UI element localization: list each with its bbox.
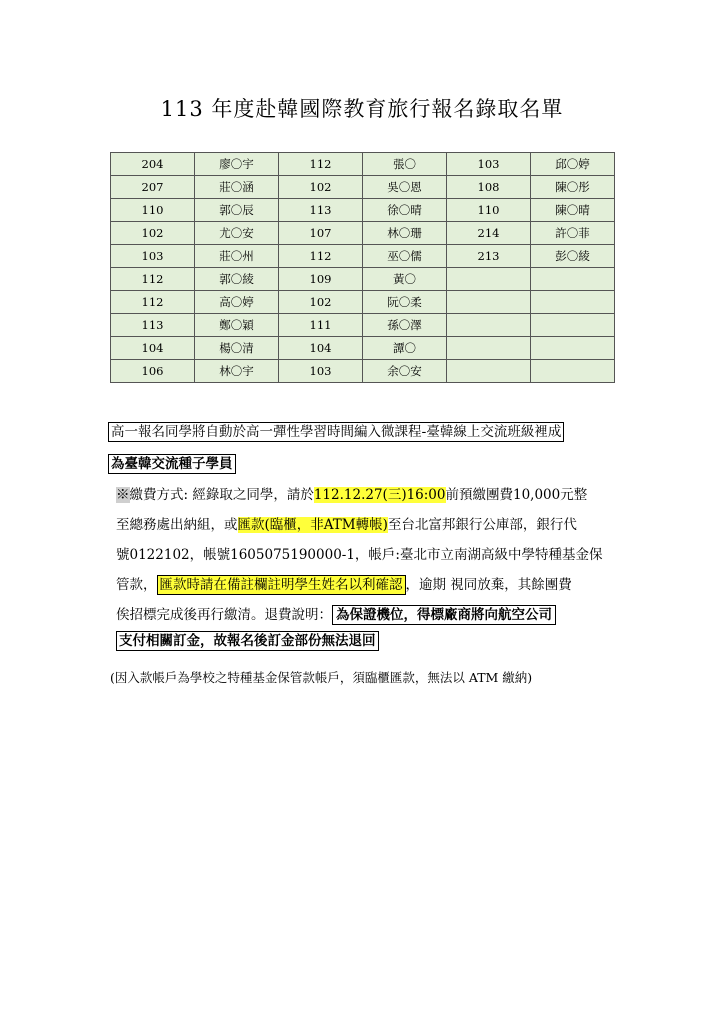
admission-table bbox=[110, 152, 615, 383]
deadline-warning-text: ，逾期 視同放棄，其餘團費 bbox=[405, 577, 572, 593]
student-name-cell: 阮〇柔 bbox=[363, 291, 447, 314]
table-row bbox=[111, 314, 615, 337]
class-number-cell: 112 bbox=[111, 268, 195, 291]
student-name-cell bbox=[531, 268, 615, 291]
refund-continuation bbox=[116, 633, 379, 649]
notice-line-1-text: 高一報名同學將自動於高一彈性學習時間編入微課程-臺韓線上交流班級裡成 bbox=[108, 422, 564, 442]
payment-line-4 bbox=[116, 570, 616, 600]
student-name-cell: 高〇婷 bbox=[195, 291, 279, 314]
account-tail-text: 管款， bbox=[116, 577, 157, 593]
student-name-cell: 徐〇晴 bbox=[363, 199, 447, 222]
student-name-cell: 許〇菲 bbox=[531, 222, 615, 245]
class-number-cell bbox=[447, 337, 531, 360]
student-name-cell: 孫〇澤 bbox=[363, 314, 447, 337]
student-name-cell: 鄭〇穎 bbox=[195, 314, 279, 337]
student-name-cell: 楊〇清 bbox=[195, 337, 279, 360]
class-number-cell: 112 bbox=[279, 245, 363, 268]
reference-mark: ※ bbox=[116, 487, 130, 503]
payment-amount-text: 前預繳團費10,000元整 bbox=[445, 487, 588, 503]
class-number-cell: 111 bbox=[279, 314, 363, 337]
payment-office-text: 至總務處出納組，或 bbox=[116, 517, 238, 533]
student-name-cell: 黃〇 bbox=[363, 268, 447, 291]
refund-continuation-text: 支付相關訂金，故報名後訂金部份無法退回 bbox=[116, 631, 379, 651]
class-number-cell: 110 bbox=[111, 199, 195, 222]
class-number-cell: 109 bbox=[279, 268, 363, 291]
bank-text: 至台北富邦銀行公庫部，銀行代 bbox=[387, 517, 577, 533]
class-number-cell: 204 bbox=[111, 153, 195, 176]
notice-line-2-text: 為臺韓交流種子學員 bbox=[108, 454, 236, 474]
class-number-cell bbox=[447, 360, 531, 383]
table-row bbox=[111, 199, 615, 222]
student-name-cell bbox=[531, 291, 615, 314]
class-number-cell: 112 bbox=[279, 153, 363, 176]
class-number-cell: 214 bbox=[447, 222, 531, 245]
table-row bbox=[111, 360, 615, 383]
student-name-cell: 莊〇州 bbox=[195, 245, 279, 268]
student-name-cell: 郭〇綾 bbox=[195, 268, 279, 291]
student-name-cell: 尤〇安 bbox=[195, 222, 279, 245]
student-name-cell: 彭〇綾 bbox=[531, 245, 615, 268]
table-row bbox=[111, 153, 615, 176]
class-number-cell: 110 bbox=[447, 199, 531, 222]
payment-line-2 bbox=[116, 510, 616, 540]
student-name-cell bbox=[531, 360, 615, 383]
payment-line-3: 號0122102，帳號1605075190000-1，帳戶:臺北市立南湖高級中學特種基金保 bbox=[116, 547, 603, 563]
student-name-cell: 陳〇彤 bbox=[531, 176, 615, 199]
student-name-cell: 林〇珊 bbox=[363, 222, 447, 245]
class-number-cell: 107 bbox=[279, 222, 363, 245]
class-number-cell: 102 bbox=[111, 222, 195, 245]
class-number-cell: 207 bbox=[111, 176, 195, 199]
table-row bbox=[111, 222, 615, 245]
student-name-cell: 林〇宇 bbox=[195, 360, 279, 383]
student-name-cell: 莊〇涵 bbox=[195, 176, 279, 199]
notice-line-1 bbox=[108, 424, 564, 440]
class-number-cell: 108 bbox=[447, 176, 531, 199]
student-name-cell: 余〇安 bbox=[363, 360, 447, 383]
class-number-cell: 103 bbox=[111, 245, 195, 268]
remittance-method: 匯款(臨櫃，非ATM轉帳) bbox=[237, 517, 388, 533]
class-number-cell: 102 bbox=[279, 176, 363, 199]
student-name-cell: 譚〇 bbox=[363, 337, 447, 360]
payment-line-5 bbox=[116, 600, 616, 630]
class-number-cell: 106 bbox=[111, 360, 195, 383]
class-number-cell: 113 bbox=[111, 314, 195, 337]
table-row bbox=[111, 176, 615, 199]
payment-method-text: 繳費方式: 經錄取之同學，請於 bbox=[129, 487, 314, 503]
payment-line-1 bbox=[116, 480, 616, 510]
student-name-cell: 巫〇儒 bbox=[363, 245, 447, 268]
student-name-cell: 陳〇晴 bbox=[531, 199, 615, 222]
remark-instruction: 匯款時請在備註欄註明學生姓名以利確認 bbox=[157, 575, 406, 595]
class-number-cell: 104 bbox=[279, 337, 363, 360]
notice-line-2 bbox=[108, 456, 236, 472]
student-name-cell: 郭〇辰 bbox=[195, 199, 279, 222]
table-row bbox=[111, 268, 615, 291]
class-number-cell bbox=[447, 314, 531, 337]
class-number-cell: 112 bbox=[111, 291, 195, 314]
table-row bbox=[111, 337, 615, 360]
payment-paragraph bbox=[116, 480, 616, 630]
class-number-cell bbox=[447, 268, 531, 291]
class-number-cell: 213 bbox=[447, 245, 531, 268]
page-title: 113 年度赴韓國際教育旅行報名錄取名單 bbox=[160, 97, 564, 121]
student-name-cell bbox=[531, 337, 615, 360]
class-number-cell: 104 bbox=[111, 337, 195, 360]
refund-label: 俟招標完成後再行繳清。退費說明： bbox=[116, 607, 332, 623]
student-name-cell: 邱〇婷 bbox=[531, 153, 615, 176]
class-number-cell: 103 bbox=[279, 360, 363, 383]
student-name-cell bbox=[531, 314, 615, 337]
refund-explanation: 為保證機位，得標廠商將向航空公司 bbox=[332, 605, 556, 625]
class-number-cell: 113 bbox=[279, 199, 363, 222]
table-row bbox=[111, 245, 615, 268]
class-number-cell bbox=[447, 291, 531, 314]
class-number-cell: 102 bbox=[279, 291, 363, 314]
footnote: (因入款帳戶為學校之特種基金保管款帳戶，須臨櫃匯款，無法以 ATM 繳納) bbox=[110, 670, 533, 685]
payment-deadline: 112.12.27(三)16:00 bbox=[313, 487, 446, 503]
student-name-cell: 廖〇宇 bbox=[195, 153, 279, 176]
table-row bbox=[111, 291, 615, 314]
student-name-cell: 張〇 bbox=[363, 153, 447, 176]
student-name-cell: 吳〇恩 bbox=[363, 176, 447, 199]
class-number-cell: 103 bbox=[447, 153, 531, 176]
